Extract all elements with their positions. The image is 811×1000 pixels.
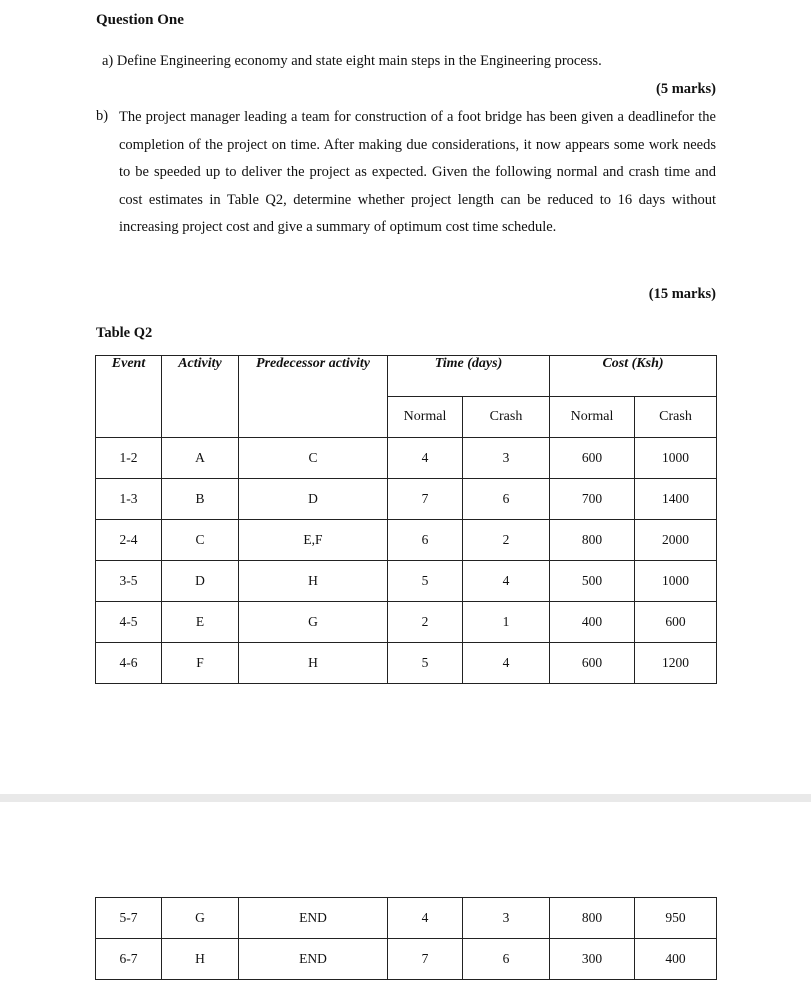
cell-time-normal: 7 [388, 479, 463, 520]
cell-time-crash: 4 [463, 643, 550, 684]
cell-time-crash: 4 [463, 561, 550, 602]
cell-time-crash: 1 [463, 602, 550, 643]
header-time-crash: Crash [463, 397, 550, 438]
cell-cost-crash: 1400 [635, 479, 717, 520]
cell-event: 4-5 [96, 602, 162, 643]
cell-cost-normal: 500 [550, 561, 635, 602]
table-row [96, 438, 717, 479]
cell-predecessor: D [239, 479, 388, 520]
cell-time-normal: 2 [388, 602, 463, 643]
part-a-marks: (5 marks) [655, 81, 716, 97]
cell-time-crash: 6 [463, 939, 550, 980]
cell-time-crash: 2 [463, 520, 550, 561]
part-b-label: b) [96, 108, 109, 124]
cell-predecessor: END [239, 939, 388, 980]
header-cost: Cost (Ksh) [550, 356, 717, 397]
cell-time-crash: 6 [463, 479, 550, 520]
header-cost-crash: Crash [635, 397, 717, 438]
cell-activity: F [162, 643, 239, 684]
table-row [96, 643, 717, 684]
cell-cost-normal: 800 [550, 520, 635, 561]
cell-predecessor: C [239, 438, 388, 479]
cell-cost-normal: 700 [550, 479, 635, 520]
cell-time-crash: 3 [463, 898, 550, 939]
cell-activity: D [162, 561, 239, 602]
part-b-text: The project manager leading a team for construction of a foot bridge has been given a deadlinefor the completion of the project on time. After making due considerations, it now appears some work needs to be speeded up to deliver the project as expected. Given the following normal and crash time and cost estimates in Table Q2, determine whether project length can be reduced to 16 days without increasing project cost and give a summary of optimum cost time schedule. [119, 109, 716, 235]
cell-activity: G [162, 898, 239, 939]
table-title: Table Q2 [96, 325, 153, 341]
cell-cost-crash: 400 [635, 939, 717, 980]
cell-cost-normal: 600 [550, 643, 635, 684]
header-predecessor: Predecessor activity [239, 356, 388, 438]
cell-time-crash: 3 [463, 438, 550, 479]
cell-event: 1-3 [96, 479, 162, 520]
cell-time-normal: 4 [388, 898, 463, 939]
header-cost-normal: Normal [550, 397, 635, 438]
cell-predecessor: END [239, 898, 388, 939]
table-q2 [95, 355, 717, 684]
cell-cost-crash: 1200 [635, 643, 717, 684]
cell-cost-normal: 300 [550, 939, 635, 980]
cell-event: 5-7 [96, 898, 162, 939]
table-q2-continued [95, 897, 717, 980]
question-heading: Question One [96, 12, 184, 28]
header-time: Time (days) [388, 356, 550, 397]
table-row [96, 898, 717, 939]
cell-event: 6-7 [96, 939, 162, 980]
cell-predecessor: H [239, 643, 388, 684]
cell-predecessor: E,F [239, 520, 388, 561]
cell-activity: C [162, 520, 239, 561]
page-break-band [0, 794, 811, 802]
part-b-marks: (15 marks) [648, 286, 716, 302]
cell-cost-crash: 600 [635, 602, 717, 643]
table-row [96, 561, 717, 602]
table-row [96, 939, 717, 980]
cell-time-normal: 5 [388, 643, 463, 684]
cell-cost-normal: 600 [550, 438, 635, 479]
header-event: Event [96, 356, 162, 438]
cell-predecessor: H [239, 561, 388, 602]
cell-activity: B [162, 479, 239, 520]
cell-cost-crash: 1000 [635, 438, 717, 479]
cell-predecessor: G [239, 602, 388, 643]
cell-activity: E [162, 602, 239, 643]
cell-activity: H [162, 939, 239, 980]
cell-event: 4-6 [96, 643, 162, 684]
cell-cost-normal: 800 [550, 898, 635, 939]
cell-event: 1-2 [96, 438, 162, 479]
cell-time-normal: 4 [388, 438, 463, 479]
header-activity: Activity [162, 356, 239, 438]
table-row [96, 479, 717, 520]
cell-cost-normal: 400 [550, 602, 635, 643]
cell-time-normal: 5 [388, 561, 463, 602]
cell-cost-crash: 1000 [635, 561, 717, 602]
table-row [96, 602, 717, 643]
cell-time-normal: 7 [388, 939, 463, 980]
cell-activity: A [162, 438, 239, 479]
cell-event: 3-5 [96, 561, 162, 602]
table-row [96, 520, 717, 561]
cell-event: 2-4 [96, 520, 162, 561]
part-a-text: a) Define Engineering economy and state eight main steps in the Engineering process. [102, 53, 602, 69]
table-header-row [96, 356, 717, 397]
cell-time-normal: 6 [388, 520, 463, 561]
cell-cost-crash: 2000 [635, 520, 717, 561]
cell-cost-crash: 950 [635, 898, 717, 939]
header-time-normal: Normal [388, 397, 463, 438]
